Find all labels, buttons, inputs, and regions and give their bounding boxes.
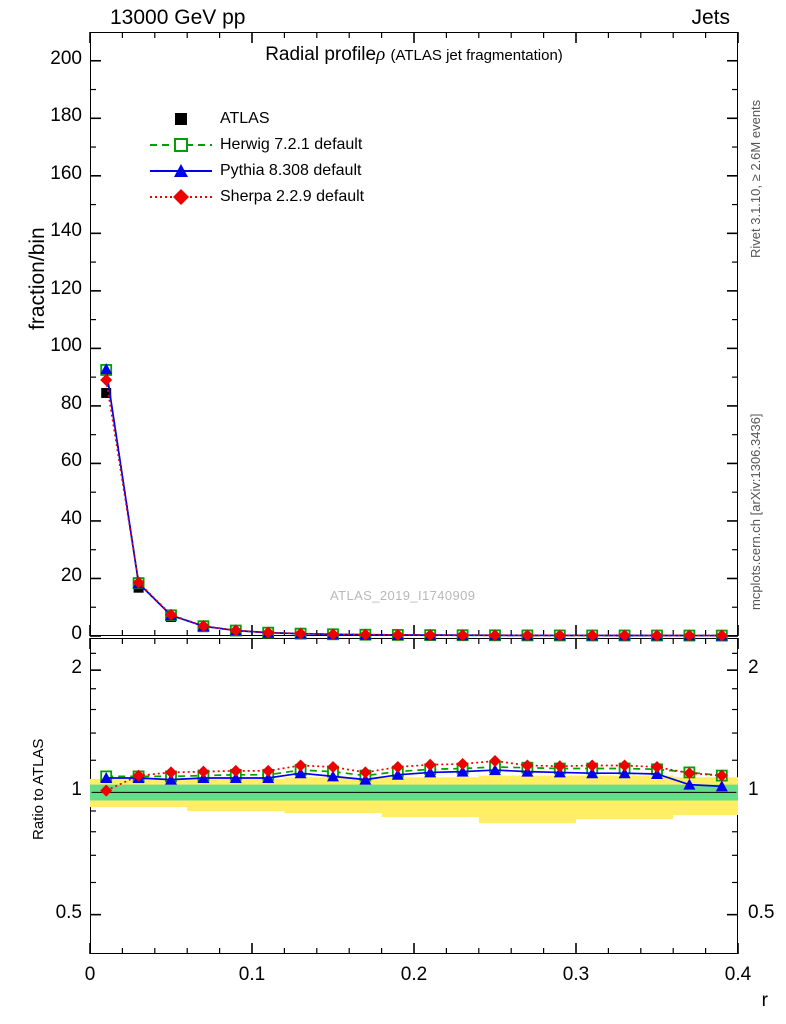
series-main-atlas xyxy=(101,388,727,641)
plot-subtitle: (ATLAS jet fragmentation) xyxy=(390,47,563,64)
y-tick-label-main: 200 xyxy=(50,47,82,69)
header-analysis-type: Jets xyxy=(691,6,730,29)
x-tick-label: 0.4 xyxy=(724,964,752,985)
rho-symbol: ρ xyxy=(376,44,386,65)
y-tick-label-ratio-right: 0.5 xyxy=(748,901,775,923)
x-tick-label: 0 xyxy=(84,964,96,985)
y-tick-label-main: 40 xyxy=(60,507,82,529)
y-tick-label-main: 100 xyxy=(50,335,82,357)
legend-label-atlas: ATLAS xyxy=(220,110,270,127)
x-axis-label: r xyxy=(761,990,768,1011)
legend-label-herwig: Herwig 7.2.1 default xyxy=(220,136,363,153)
y-tick-label-main: 180 xyxy=(50,105,82,127)
x-tick-label: 0.1 xyxy=(238,964,266,985)
y-tick-label-main: 0 xyxy=(71,623,82,644)
legend-label-sherpa: Sherpa 2.2.9 default xyxy=(220,188,365,205)
y-tick-label-main: 120 xyxy=(50,277,82,299)
y-tick-label-ratio-right: 1 xyxy=(748,779,759,801)
header-beam-info: 13000 GeV pp xyxy=(110,6,246,29)
x-tick-label: 0.3 xyxy=(562,964,590,985)
mcplots-annotation: mcplots.cern.ch [arXiv:1306.3436] xyxy=(748,413,763,610)
x-tick-label: 0.2 xyxy=(400,964,428,985)
y-tick-label-main: 160 xyxy=(50,162,82,184)
y-tick-label-main: 20 xyxy=(60,565,82,587)
series-main-sherpa xyxy=(100,374,728,642)
plot-title-text: Radial profile xyxy=(265,44,377,65)
y-tick-label-ratio-right: 2 xyxy=(748,657,759,679)
y-axis-label-ratio: Ratio to ATLAS xyxy=(30,738,47,840)
y-tick-label-main: 60 xyxy=(60,450,82,472)
analysis-id-watermark: ATLAS_2019_I1740909 xyxy=(330,588,476,603)
y-axis-label-main: fraction/bin xyxy=(26,227,49,330)
legend-label-pythia: Pythia 8.308 default xyxy=(220,162,362,179)
y-tick-label-ratio: 2 xyxy=(71,657,82,679)
y-tick-label-main: 140 xyxy=(50,220,82,242)
y-tick-label-main: 80 xyxy=(60,392,82,414)
series-main-herwig xyxy=(101,365,727,641)
y-tick-label-ratio: 1 xyxy=(71,779,82,801)
y-tick-label-ratio: 0.5 xyxy=(55,901,82,923)
series-main-pythia xyxy=(100,363,728,640)
rivet-version-annotation: Rivet 3.1.10, ≥ 2.6M events xyxy=(748,99,763,258)
